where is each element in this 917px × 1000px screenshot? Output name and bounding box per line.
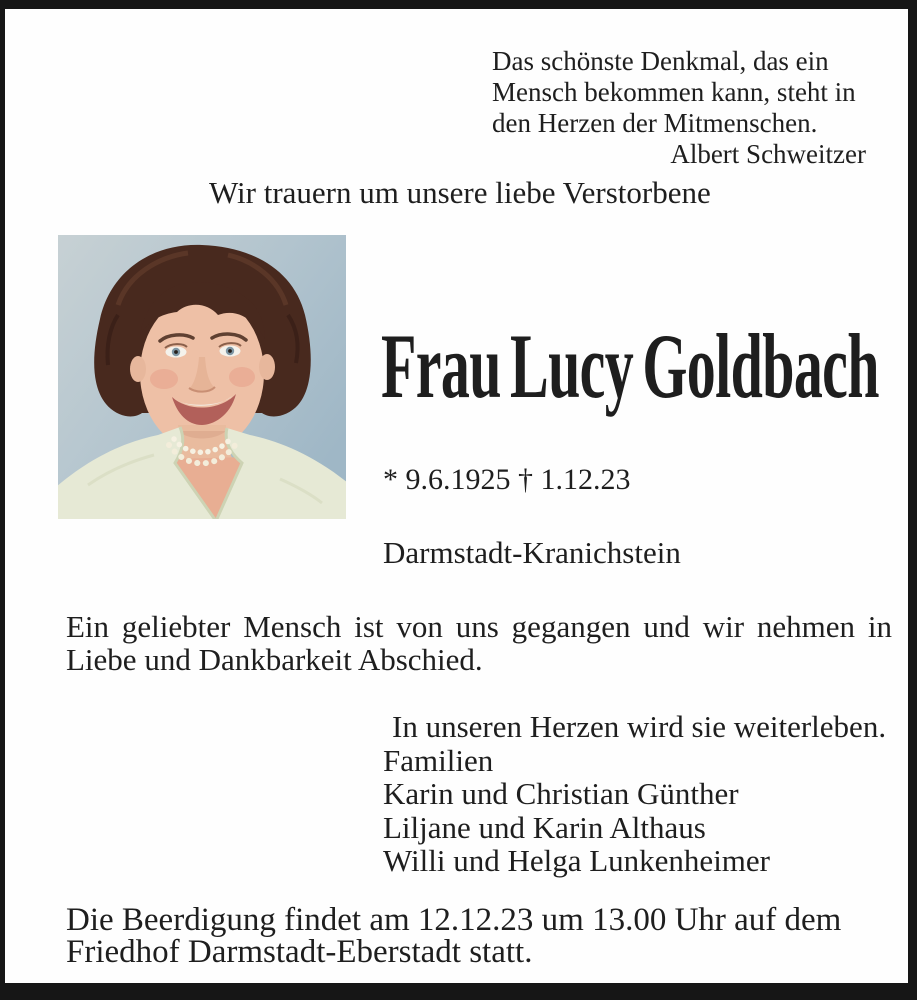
mourner-line: Familien xyxy=(383,742,494,778)
frame-border-top xyxy=(0,0,917,9)
quote-attribution: Albert Schweitzer xyxy=(670,139,866,169)
mourner-line: Willi und Helga Lunkenheimer xyxy=(383,843,771,878)
mourning-line: Wir trauern um unsere liebe Verstorbene xyxy=(209,175,711,210)
portrait-photo xyxy=(58,235,346,519)
frame-border-bottom xyxy=(0,983,917,1000)
quote-line-2: Mensch bekommen kann, steht in xyxy=(492,77,856,107)
residence: Darmstadt-Kranichstein xyxy=(383,535,681,570)
portrait-illustration xyxy=(58,235,346,519)
life-dates: * 9.6.1925 † 1.12.23 xyxy=(383,463,631,496)
memorial-quote xyxy=(492,46,884,170)
funeral-info: Die Beerdigung findet am 12.12.23 um 13.00 Uhr auf dem Friedhof Darmstadt-Eberstadt statt. xyxy=(66,902,842,970)
quote-line-3: den Herzen der Mitmenschen. xyxy=(492,108,818,138)
mourner-line: Karin und Christian Günther xyxy=(383,776,739,811)
mourner-line: Liljane und Karin Althaus xyxy=(383,809,706,845)
deceased-name xyxy=(381,315,917,417)
quote-line-1: Das schönste Denkmal, das ein xyxy=(492,46,829,76)
frame-border-right xyxy=(908,0,917,1000)
farewell-paragraph: Ein geliebter Mensch ist von uns gegangen und wir nehmen in Liebe und Dankbarkeit Abschied. xyxy=(66,609,892,677)
frame-border-left xyxy=(0,0,5,1000)
family-block xyxy=(383,710,886,878)
remembrance-line: In unseren Herzen wird sie weiterleben. xyxy=(392,709,887,744)
deceased-name-text: Frau Lucy Goldbach xyxy=(381,315,879,417)
